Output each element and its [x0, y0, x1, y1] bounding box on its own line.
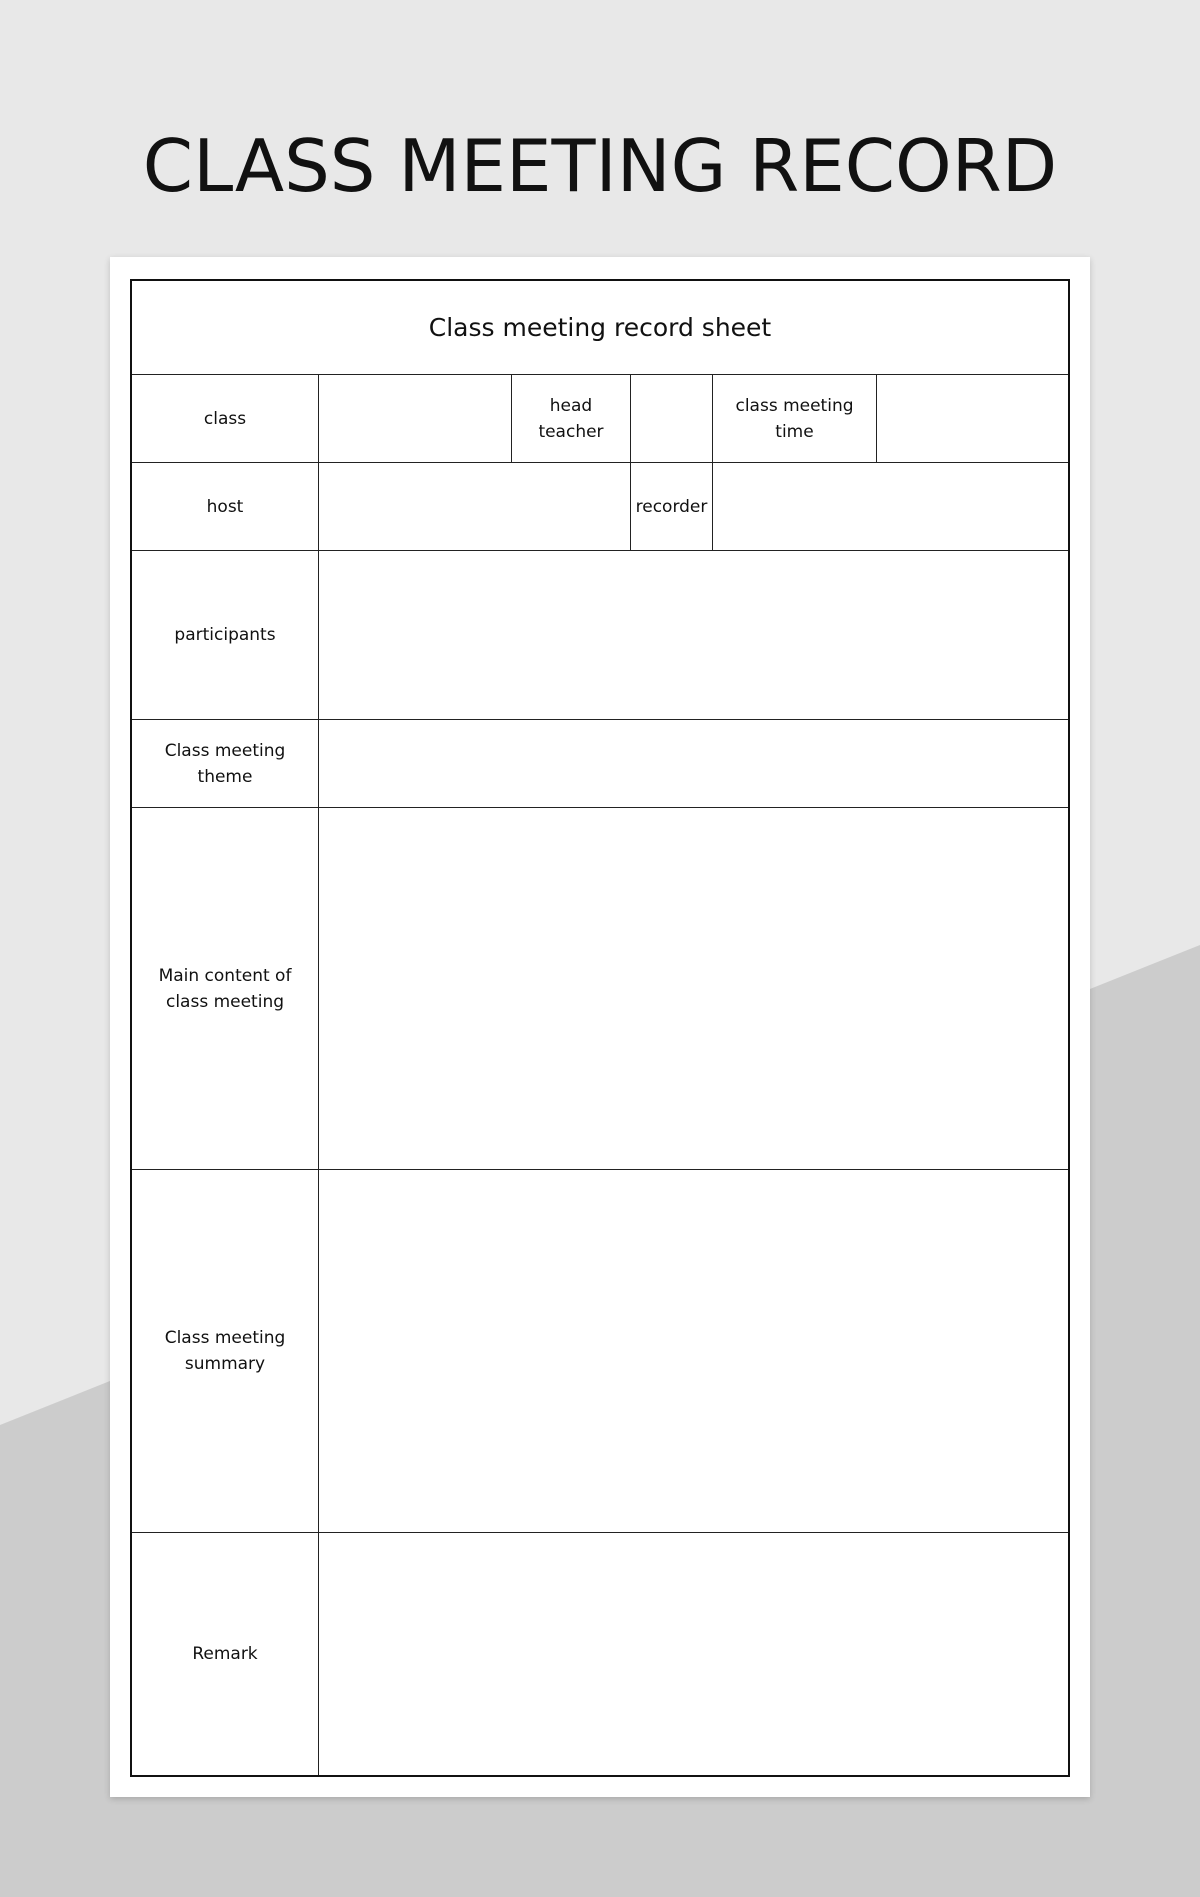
- remark-row: [132, 1533, 1068, 1775]
- participants-field[interactable]: [319, 551, 1068, 719]
- summary-row: [132, 1170, 1068, 1533]
- summary-field[interactable]: [319, 1170, 1068, 1532]
- class-label: class: [132, 375, 319, 462]
- theme-label: Class meeting theme: [132, 720, 319, 807]
- class-meeting-time-label: class meeting time: [713, 375, 877, 462]
- host-field[interactable]: [319, 463, 631, 550]
- main-content-field[interactable]: [319, 808, 1068, 1169]
- theme-field[interactable]: [319, 720, 1068, 807]
- class-field[interactable]: [319, 375, 512, 462]
- head-teacher-field[interactable]: [631, 375, 713, 462]
- participants-label: participants: [132, 551, 319, 719]
- record-form-table: [130, 279, 1070, 1777]
- recorder-field[interactable]: [713, 463, 1068, 550]
- remark-field[interactable]: [319, 1533, 1068, 1775]
- summary-label: Class meeting summary: [132, 1170, 319, 1532]
- theme-row: [132, 720, 1068, 808]
- recorder-label: recorder: [631, 463, 713, 550]
- sheet-title: Class meeting record sheet: [428, 312, 772, 342]
- class-info-row: [132, 375, 1068, 463]
- remark-label: Remark: [132, 1533, 319, 1775]
- host-label: host: [132, 463, 319, 550]
- class-meeting-time-field[interactable]: [877, 375, 1068, 462]
- main-content-row: [132, 808, 1068, 1170]
- main-content-label: Main content of class meeting: [132, 808, 319, 1169]
- head-teacher-label: head teacher: [512, 375, 631, 462]
- host-recorder-row: [132, 463, 1068, 551]
- participants-row: [132, 551, 1068, 720]
- record-sheet-paper: [110, 257, 1090, 1797]
- page-title: CLASS MEETING RECORD: [142, 124, 1058, 208]
- sheet-title-row: [132, 281, 1068, 375]
